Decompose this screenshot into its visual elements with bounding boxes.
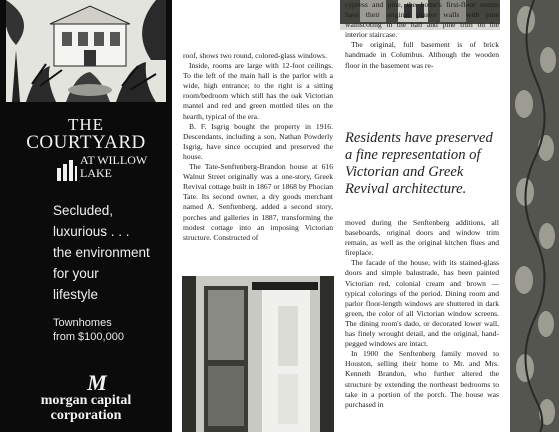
brand-courtyard: COURTYARD bbox=[26, 132, 146, 153]
article-paragraph: The original, full basement is of brick handmade in Columbus. Although the wooden floor in the basement was re- bbox=[345, 40, 499, 70]
tagline-line: for your bbox=[53, 266, 99, 281]
article-paragraph: B. F. Isgrig bought the property in 1916. Descendants, including a son, Nathan Powderly Isgrig, have since occupied and preserved the house. bbox=[183, 121, 333, 161]
article-paragraph: In 1900 the Senftenberg family moved to Houston, selling their home to Mr. and Mrs. Kenneth Brandon, who further altered the structure by extending the northeast bedrooms to take in a portion of the porch. The house was purchased in bbox=[345, 349, 499, 409]
article-paragraph: cypress and pine, the home's first-floor rooms have their original plaster walls with pine wainscoting in the hall and pine trim on the interior staircase. bbox=[345, 0, 499, 40]
brand-at-willow: AT WILLOW bbox=[80, 153, 148, 167]
corporation-monogram: M bbox=[87, 370, 107, 395]
brand-the: THE bbox=[67, 115, 105, 134]
tagline-line: lifestyle bbox=[53, 287, 99, 302]
building-logo-icon bbox=[56, 158, 78, 182]
garden-illustration bbox=[6, 0, 166, 102]
price-line: from $100,000 bbox=[53, 331, 124, 343]
wallpaper-border bbox=[510, 0, 559, 432]
top-photo-left bbox=[182, 0, 326, 36]
article-column-2-bottom bbox=[345, 218, 499, 410]
corp-line: morgan capital bbox=[40, 393, 132, 408]
ad-tagline bbox=[53, 200, 171, 305]
article-column-2-top bbox=[345, 0, 499, 71]
tagline-line: Secluded, bbox=[53, 203, 114, 218]
tagline-line: the environment bbox=[53, 245, 150, 260]
article-paragraph: roof, shows two round, colored-glass windows. bbox=[183, 51, 327, 60]
ad-price bbox=[53, 316, 124, 344]
article-column-1 bbox=[183, 51, 333, 243]
interior-doorway-photo bbox=[182, 276, 334, 432]
corporation-name bbox=[0, 393, 172, 423]
courtyard-advertisement bbox=[0, 0, 172, 432]
tagline-line: luxurious . . . bbox=[53, 224, 130, 239]
article-paragraph: The facade of the house, with its stained-glass doors and simple balustrade, has been painted Victorian red, colonial cream and brown — typical colorings of the period. Dining room and parlor floor-length windows are shuttered in dark green, the color of all Victorian window screens. The dining room's dado, or decorated lower wall, has finely wrought detail, and the original, hand-pegged windows are intact. bbox=[345, 258, 499, 349]
pull-quote: Residents have preserved a fine representation of Victorian and Greek Revival architecture. bbox=[345, 130, 493, 197]
price-line: Townhomes bbox=[53, 317, 112, 329]
article-paragraph: moved during the Senftenberg additions, all baseboards, original doors and window trim remain, as well as the original kitchen flues and fireplace. bbox=[345, 218, 499, 258]
article-paragraph: Inside, rooms are large with 12-foot ceilings. To the left of the main hall is the parlor with a wide, high entrance; to the right is a sitting room/bedroom which still has the oak Victorian mantel and red and green mottled tiles on the hearth, typical of the era. bbox=[183, 61, 333, 121]
article-paragraph: The Tate-Senftenberg-Brandon house at 616 Walnut Street originally was a one-story, Greek Revival cottage built in 1867 or 1868 by Phocian Tate. Its second owner, a dry goods merchant named A. Senftenberg, added a second story, porches and galleries in 1887, transforming the modest cottage into an imposing Victorian structure. Constructed of bbox=[183, 162, 333, 242]
brand-lake: LAKE bbox=[80, 166, 112, 180]
corp-line: corporation bbox=[50, 408, 122, 423]
